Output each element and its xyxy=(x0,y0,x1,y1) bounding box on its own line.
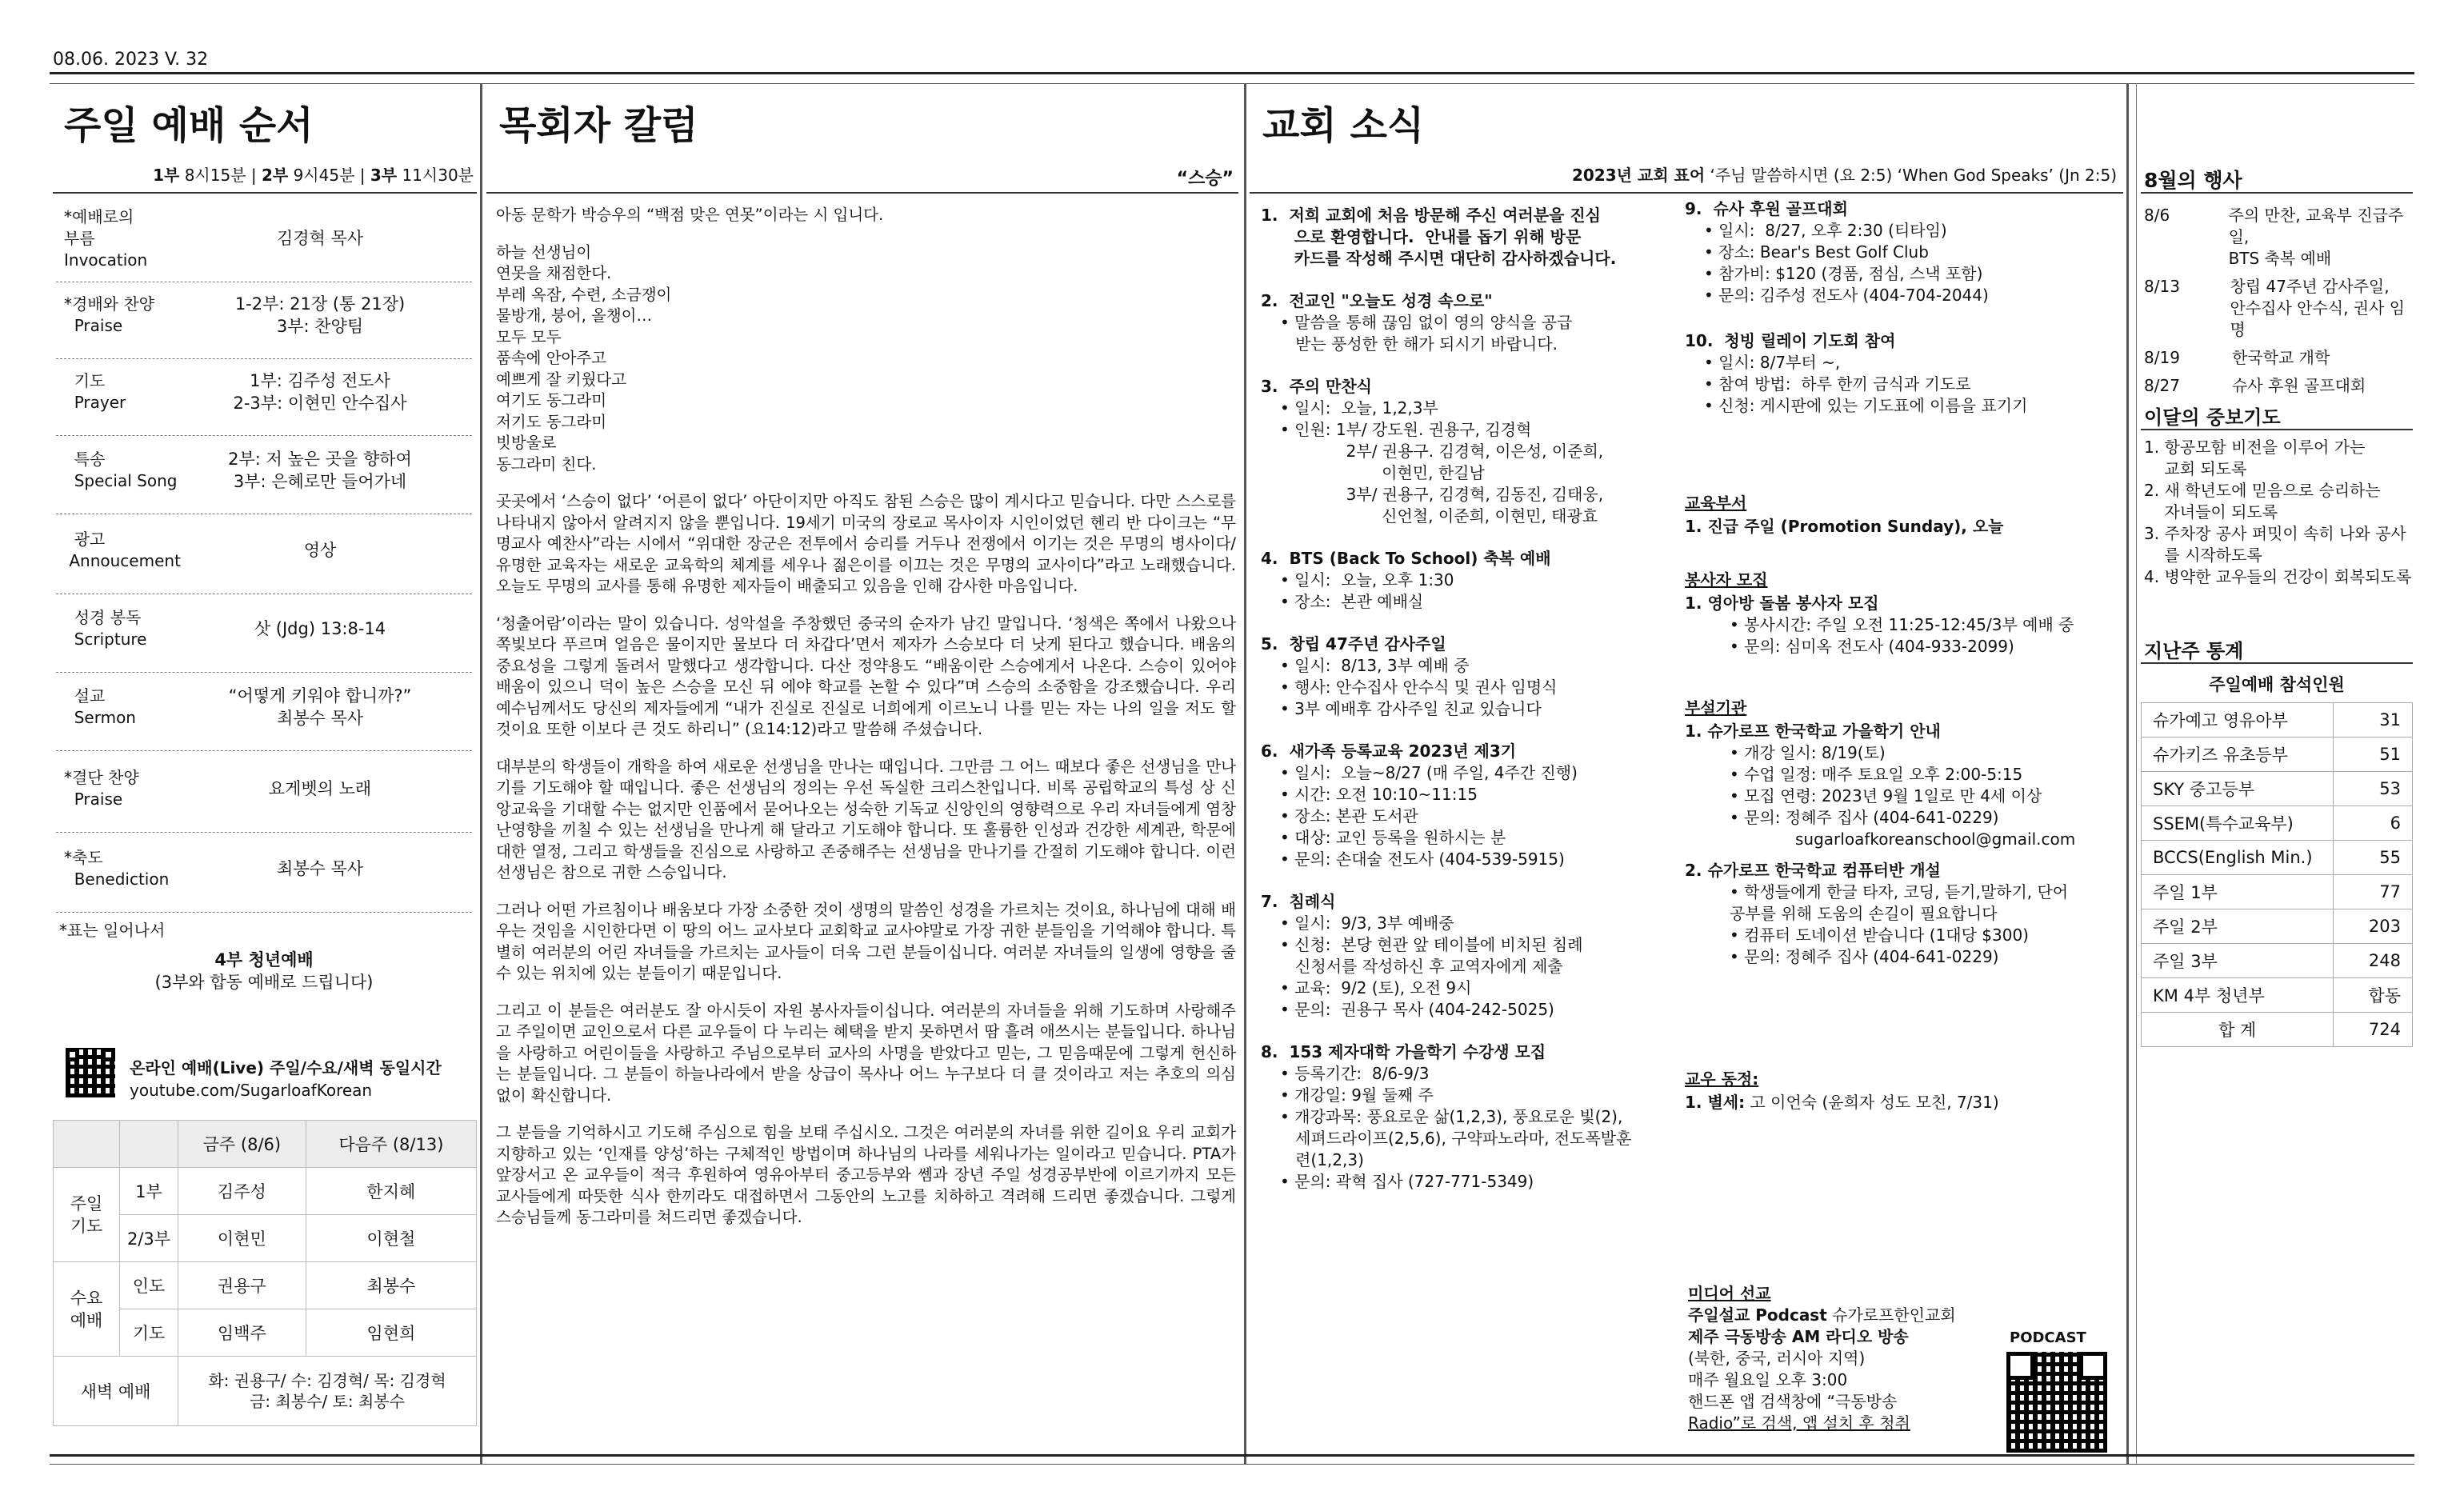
event-text: 창립 47주년 감사주일, 안수집사 안수식, 권사 임명 xyxy=(2230,277,2406,339)
affiliate-2-line: • 컴퓨터 도네이션 받습니다 (1대당 $300) xyxy=(1730,925,2029,945)
event-text: 한국학교 개학 xyxy=(2232,348,2330,367)
news-item-title: 8. 153 제자대학 가을학기 수강생 모집 xyxy=(1261,1042,1546,1061)
order-item-value: 1-2부: 21장 (통 21장) 3부: 찬양팀 xyxy=(234,294,406,336)
stats-label: 주일 1부 xyxy=(2142,875,2334,909)
news-item xyxy=(1261,1041,1677,1193)
order-item-value: 삿 (Jdg) 13:8-14 xyxy=(254,619,386,638)
youth-service-note: (3부와 합동 예배로 드립니다) xyxy=(154,973,374,992)
radio-app-1: 핸드폰 앱 검색창에 “극동방송 xyxy=(1688,1392,1898,1411)
news-item-line: • 장소: Bear's Best Golf Club xyxy=(1704,242,1929,262)
news-item-line: • 문의: 권용구 목사 (404-242-5025) xyxy=(1280,1000,1554,1019)
youtube-link[interactable]: youtube.com/SugarloafKorean xyxy=(130,1081,373,1100)
stats-total-row xyxy=(2142,1013,2413,1047)
volunteer-line: • 봉사시간: 주일 오전 11:25-12:45/3부 예배 중 xyxy=(1730,615,2074,634)
event-row xyxy=(2144,347,2416,369)
service-1-label: 1부 xyxy=(153,166,180,185)
online-worship-info: 온라인 예배(Live) 주일/수요/새벽 동일시간 xyxy=(130,1058,442,1077)
stats-row xyxy=(2142,978,2413,1013)
sunday-prayer-label: 주일 기도 xyxy=(54,1168,120,1262)
stats-value: 248 xyxy=(2334,944,2413,978)
order-item-label: *축도 Benediction xyxy=(64,848,170,889)
order-item-value: 김경혁 목사 xyxy=(276,229,364,248)
news-item-line: • 3부 예배후 감사주일 친교 있습니다 xyxy=(1280,699,1542,718)
events-rule xyxy=(2141,192,2413,194)
member-news-head: 교우 동정: xyxy=(1685,1069,1759,1089)
news-item xyxy=(1261,741,1677,870)
dawn-service-label: 새벽 예배 xyxy=(54,1357,178,1426)
news-item-line: • 일시: 8/13, 3부 예배 중 xyxy=(1280,656,1470,675)
news-item-title: 4. BTS (Back To School) 축복 예배 xyxy=(1261,549,1551,568)
stats-value: 55 xyxy=(2334,841,2413,875)
event-row xyxy=(2144,205,2416,270)
news-item-line: • 일시: 오늘, 1,2,3부 xyxy=(1280,398,1438,418)
news-item xyxy=(1261,376,1677,527)
news-item-line: • 일시: 9/3, 3부 예배중 xyxy=(1280,913,1454,933)
member-news-label: 1. 별세: xyxy=(1685,1093,1746,1112)
news-item-line: • 문의: 손대술 전도사 (404-539-5915) xyxy=(1280,849,1565,869)
duty-row-label: 기도 xyxy=(120,1309,178,1357)
event-row xyxy=(2144,375,2416,397)
attendance-table xyxy=(2141,702,2413,1047)
event-text: 주의 만찬, 교육부 진급주일, BTS 축복 예배 xyxy=(2228,206,2404,268)
duty-head-this-week: 금주 (8/6) xyxy=(178,1121,306,1168)
stats-label: 주일 2부 xyxy=(2142,909,2334,944)
affiliate-1-line: • 개강 일시: 8/19(토) xyxy=(1730,743,1886,762)
col-divider-1 xyxy=(480,83,482,1464)
stats-label: KM 4부 청년부 xyxy=(2142,978,2334,1013)
stats-label: 슈가예고 영유아부 xyxy=(2142,703,2334,738)
service-2-label: 2부 xyxy=(261,166,289,185)
stats-row xyxy=(2142,841,2413,875)
news-item-line: • 문의: 김주성 전도사 (404-704-2044) xyxy=(1704,286,1989,305)
news-item xyxy=(1685,198,2121,306)
podcast-label-small: PODCAST xyxy=(2010,1329,2086,1346)
date-volume: 08.06. 2023 V. 32 xyxy=(53,50,209,70)
volunteer-head: 봉사자 모집 xyxy=(1685,570,1768,590)
order-item xyxy=(56,835,472,913)
column-body xyxy=(496,205,1236,1245)
service-1-time: 8시15분 | xyxy=(179,166,262,185)
duty-cell: 임현희 xyxy=(306,1309,476,1357)
stats-total-label: 합 계 xyxy=(2142,1013,2334,1047)
duty-cell: 최봉수 xyxy=(306,1262,476,1309)
order-item-label: 설교 Sermon xyxy=(74,686,136,727)
prayer-rule xyxy=(2141,429,2413,430)
news-item-title: 5. 창립 47주년 감사주일 xyxy=(1261,634,1446,654)
affiliate-section xyxy=(1685,698,2121,968)
news-item-line: • 장소: 본관 예배실 xyxy=(1280,592,1424,611)
news-item-line: • 문의: 곽혁 집사 (727-771-5349) xyxy=(1280,1172,1534,1191)
column-paragraph: 아동 문학가 박승우의 “백점 맞은 연못”이라는 시 입니다. xyxy=(496,206,884,224)
news-item-title: 7. 침례식 xyxy=(1261,892,1336,911)
event-row xyxy=(2144,276,2416,341)
order-item xyxy=(56,595,472,673)
volunteer-section xyxy=(1685,570,2121,658)
duty-cell: 권용구 xyxy=(178,1262,306,1309)
news-item xyxy=(1261,548,1677,613)
column-paragraph: ‘청출어람’이라는 말이 있습니다. 성악설을 주창했던 중국의 순자가 남긴 말입니다. ‘청색은 쪽에서 나왔으나 쪽빛보다 푸르며 얼음은 물이지만 물보다 더 차갑다’면서 제자가 스승보다 더 낫게 된다고 했습니다. 배움의 중요성을 그렇게 돌려서 말했다고 생각합니다. 다산 정약용도 “배움이란 스승에게서 나온다. 스승이 있어야 배움이 있으니 덕이 높은 스승을 모신 뒤 에야 학교를 논할 수 있다”며 스승의 소중함을 강조했습니다. 우리 예수님께서도 당신의 제자들에게 “내가 진실로 진실로 너희에게 이르노니 나를 믿는 자는 나의 일을 저도 할 것이요 또한 이보다 큰 것도 하리니” (요14:12)라고 말씀해 주셨습니다. xyxy=(496,614,1236,738)
news-item-line: • 대상: 교인 등록을 원하시는 분 xyxy=(1280,828,1506,847)
prayer-item: 4. 병약한 교우들의 건강이 회복되도록 xyxy=(2144,567,2412,586)
duty-cell: 임백주 xyxy=(178,1309,306,1357)
col-divider-3 xyxy=(2126,83,2129,1464)
stats-label: 슈가키즈 유초등부 xyxy=(2142,738,2334,772)
affiliate-head: 부설기관 xyxy=(1685,698,1747,718)
stats-value: 6 xyxy=(2334,806,2413,841)
event-date: 8/13 xyxy=(2144,277,2180,296)
radio-region: (북한, 중국, 러시아 지역) xyxy=(1688,1349,1866,1368)
duty-cell: 이현민 xyxy=(178,1215,306,1262)
col-divider-2 xyxy=(1244,83,1246,1464)
podcast-label: 주일설교 Podcast xyxy=(1688,1305,1827,1325)
member-news-text: 고 이언숙 (윤희자 성도 모친, 7/31) xyxy=(1745,1093,1999,1112)
duty-cell: 김주성 xyxy=(178,1168,306,1215)
affiliate-2-title: 2. 슈가로프 한국학교 컴퓨터반 개설 xyxy=(1685,861,1941,880)
news-item-line: • 신청: 본당 현관 앞 테이블에 비치된 침례 신청서를 작성하신 후 교역자에게 제출 xyxy=(1280,935,1583,976)
prayer-title: 이달의 중보기도 xyxy=(2144,406,2281,429)
podcast-qr-code-icon[interactable] xyxy=(2006,1352,2107,1453)
event-text: 슈사 후원 골프대회 xyxy=(2232,376,2366,395)
news-item-line: • 신청: 게시판에 있는 기도표에 이름을 표기기 xyxy=(1704,396,2028,415)
news-item-title: 9. 슈사 후원 골프대회 xyxy=(1685,199,1848,218)
affiliate-2-line: • 문의: 정혜주 집사 (404-641-0229) xyxy=(1730,947,1999,966)
order-item-label: 기도 Prayer xyxy=(74,371,126,412)
affiliate-2-line: • 학생들에게 한글 타자, 코딩, 듣기,말하기, 단어 공부를 위해 도움의 손길이 필요합니다 xyxy=(1730,882,2069,923)
news-right-column xyxy=(1685,198,2121,436)
stats-value: 203 xyxy=(2334,909,2413,944)
order-item-label: *결단 찬양 Praise xyxy=(64,768,139,809)
stats-row xyxy=(2142,944,2413,978)
column-paragraph: 하늘 선생님이 연못을 채점한다. 부레 옥잠, 수련, 소금쟁이 물방개, 붕어, 올챙이… 모두 모두 품속에 안아주고 예쁘게 잘 키웠다고 여기도 동그라미 저기도 동그라미 빗방울로 동그라미 친다. xyxy=(496,242,672,474)
duty-row-label: 인도 xyxy=(120,1262,178,1309)
event-date: 8/19 xyxy=(2144,348,2180,367)
stats-title: 지난주 통계 xyxy=(2144,640,2244,662)
column-subtitle: “스승” xyxy=(1176,169,1234,189)
prayer-item: 1. 항공모함 비전을 이루어 가는 교회 되도록 xyxy=(2144,438,2366,478)
news-item-title: 6. 새가족 등록교육 2023년 제3기 xyxy=(1261,742,1517,761)
order-item xyxy=(56,282,472,359)
news-item-line: • 개강일: 9월 둘째 주 xyxy=(1280,1085,1434,1105)
duty-head-next-week: 다음주 (8/13) xyxy=(306,1121,476,1168)
stats-label: BCCS(English Min.) xyxy=(2142,841,2334,875)
pastor-column-rule xyxy=(486,192,1238,194)
stats-value: 53 xyxy=(2334,772,2413,806)
news-rule xyxy=(1250,192,2123,194)
radio-app-2: Radio”로 검색, 앱 설치 후 청취 xyxy=(1688,1413,1910,1433)
order-item-label: *경배와 찬양 Praise xyxy=(64,294,154,335)
order-item xyxy=(56,517,472,594)
service-3-time: 11시30분 xyxy=(397,166,474,185)
stats-row xyxy=(2142,703,2413,738)
order-item-value: 요게벳의 노래 xyxy=(268,779,372,798)
worship-order-title: 주일 예배 순서 xyxy=(64,103,314,148)
news-item-line: • 등록기간: 8/6-9/3 xyxy=(1280,1064,1430,1083)
volunteer-title: 1. 영아방 돌봄 봉사자 모집 xyxy=(1685,594,1879,613)
affiliate-1-title: 1. 슈가로프 한국학교 가을학기 안내 xyxy=(1685,722,1941,741)
radio-time: 매주 월요일 오후 3:00 xyxy=(1688,1370,1848,1389)
youth-service-title: 4부 청년예배 xyxy=(214,950,314,969)
affiliate-1-line: • 모집 연령: 2023년 9월 1일로 만 4세 이상 xyxy=(1730,786,2042,805)
news-item-line: • 장소: 본관 도서관 xyxy=(1280,806,1418,825)
stats-label: SKY 중고등부 xyxy=(2142,772,2334,806)
column-paragraph: 곳곳에서 ‘스승이 없다’ ‘어른이 없다’ 아단이지만 아직도 참된 스승은 많이 계시다고 믿습니다. 다만 스스로를 나타내지 않아서 알려지지 않을 뿐입니다. 19세기 미국의 장로교 목사이자 시인이었던 헨리 반 다이크는 “무명교사 예찬사”라는 시에서 “위대한 장군은 전투에서 승리를 거두나 전쟁에서 이기는 것은 무명의 병사이다/유명한 교육자는 새로운 교육학의 체계를 세우나 젊은이를 이끄는 것은 무명의 교사이다”라고 노래했습니다. 오늘도 무명의 교사를 통해 유명한 제자들이 배출되고 있음을 인해 감사한 마음입니다. xyxy=(496,492,1236,595)
prayer-list xyxy=(2144,437,2416,588)
stats-value: 31 xyxy=(2334,703,2413,738)
stats-value: 합동 xyxy=(2334,978,2413,1013)
affiliate-1-line: • 수업 일정: 매주 토요일 오후 2:00-5:15 xyxy=(1730,765,2023,784)
news-item xyxy=(1261,290,1677,355)
event-date: 8/6 xyxy=(2144,206,2170,225)
column-paragraph: 대부분의 학생들이 개학을 하여 새로운 선생님을 만나는 때입니다. 그만큼 그 어느 때보다 좋은 선생님을 만나기를 기도해야 할 때입니다. 좋은 선생님의 정의는 우선 독실한 크리스찬입니다. 비록 공립학교의 특성 상 신앙교육을 기대할 수는 없지만 인품에서 묻어나오는 성숙한 기독교 신앙인의 영향력으로 우리 자녀들에게 염창난영향을 끼칠 수 있는 선생님을 만나게 해 달라고 기도해야 합니다. 또 훌륭한 인성과 건강한 세계관, 학문에 대한 열정, 그리고 학생들을 진심으로 사랑하고 존중해주는 선생님을 만나기를 간절히 기도해야 합니다. 이런 선생님은 참으로 귀한 스승입니다. xyxy=(496,757,1236,881)
stand-note: *표는 일어나서 xyxy=(59,921,166,940)
motto-label: 2023년 교회 표어 xyxy=(1571,166,1706,185)
youtube-qr-code-icon[interactable] xyxy=(66,1048,115,1097)
service-3-label: 3부 xyxy=(370,166,398,185)
education-line: 1. 진급 주일 (Promotion Sunday), 오늘 xyxy=(1685,517,2004,536)
news-item xyxy=(1261,205,1677,270)
stats-row xyxy=(2142,738,2413,772)
news-item xyxy=(1261,634,1677,720)
worship-order-rule xyxy=(53,192,477,194)
order-item-value: 영상 xyxy=(303,541,337,560)
church-motto xyxy=(1253,165,2117,186)
stats-row xyxy=(2142,909,2413,944)
bottom-rule-thin xyxy=(50,1464,2414,1465)
column-paragraph: 그러나 어떤 가르침이나 배움보다 가장 소중한 것이 생명의 말씀인 성경을 가르치는 것이요, 하나님에 대해 배우는 것임을 시인한다면 이 땅의 어느 교사보다 교회학교 교사야말로 가장 귀한 분들임을 기억해야 합니다. 특별히 여러분의 어린 자녀들을 가르치는 교사들이 더욱 그런 분들이십니다. 여러분 자녀들의 일생에 영향을 줄 수 있는 위치에 있는 분들이기 때문입니다. xyxy=(496,900,1236,982)
pastor-column-title: 목회자 칼럼 xyxy=(499,103,698,148)
service-times xyxy=(56,165,474,186)
radio-label: 제주 극동방송 AM 라디오 방송 xyxy=(1688,1327,1909,1346)
stats-row xyxy=(2142,772,2413,806)
order-item xyxy=(56,205,472,282)
order-item xyxy=(56,358,472,436)
news-item-title: 2. 전교인 "오늘도 성경 속으로" xyxy=(1261,291,1493,310)
duty-table xyxy=(53,1120,477,1426)
education-dept xyxy=(1685,493,2121,538)
stats-value: 77 xyxy=(2334,875,2413,909)
news-item-line: • 말씀을 통해 끊임 없이 영의 양식을 공급 받는 풍성한 한 해가 되시기 바랍니다. xyxy=(1280,313,1573,354)
stats-label: SSEM(특수교육부) xyxy=(2142,806,2334,841)
event-date: 8/27 xyxy=(2144,376,2180,395)
news-left-column xyxy=(1261,205,1677,1212)
news-item-title: 1. 저희 교회에 처음 방문해 주신 여러분을 진심 으로 환영합니다. 안내를 돕기 위해 방문 카드를 작성해 주시면 대단히 감사하겠습니다. xyxy=(1261,206,1617,268)
stats-total-value: 724 xyxy=(2334,1013,2413,1047)
column-paragraph: 그 분들을 기억하시고 기도해 주심으로 힘을 보태 주십시오. 그것은 여러분의 자녀를 위한 길이요 우리 교회가 지향하고 있는 ‘인재를 양성’하는 구체적인 방법이며 하나님의 나라를 세워나가는 일이라고 믿습니다. PTA가 앞장서고 온 교우들이 적극 후원하여 영유아부터 중고등부와 쎔과 장년 주일 성경공부반에 이르기까지 모든 교사들에게 따뜻한 식사 한끼라도 대접하면서 그동안의 노고를 치하하고 격려해 드리면 좋겠습니다. 그렇게 스승님들께 동그라미를 쳐드리면 좋겠습니다. xyxy=(496,1123,1236,1226)
news-item-line: • 참여 방법: 하루 한끼 금식과 기도로 xyxy=(1704,374,1971,394)
order-item-label: 광고 Annoucement xyxy=(69,530,181,570)
affiliate-1-line: • 문의: 정혜주 집사 (404-641-0229) xyxy=(1730,808,1999,827)
news-item-title: 10. 청빙 릴레이 기도회 참여 xyxy=(1685,331,1896,350)
podcast-church: 슈가로프한인교회 xyxy=(1826,1305,1956,1325)
news-item-title: 3. 주의 만찬식 xyxy=(1261,377,1373,396)
education-head: 교육부서 xyxy=(1685,494,1747,513)
wednesday-service-label: 수요 예배 xyxy=(54,1262,120,1357)
order-item-value: “어떻게 키워야 합니까?” 최봉수 목사 xyxy=(228,686,412,728)
top-rule-thin xyxy=(50,83,2414,84)
media-head: 미디어 선교 xyxy=(1688,1284,1771,1303)
news-item-line: • 인원: 1부/ 강도원. 권용구, 김경혁 2부/ 권용구. 김경혁, 이은성, 이준희, 이현민, 한길남 3부/ 권용구, 김경혁, 김동진, 김태웅, 신언철, 이준희, 이현민, 태광효 xyxy=(1280,420,1604,526)
news-item-line: • 일시: 오늘, 오후 1:30 xyxy=(1280,570,1454,590)
order-item xyxy=(56,674,472,751)
dawn-service-value: 화: 권용구/ 수: 김경혁/ 목: 김경혁 금: 최봉수/ 토: 최봉수 xyxy=(178,1357,477,1426)
events-list xyxy=(2144,205,2416,403)
duty-head-empty-2 xyxy=(120,1121,178,1168)
stats-value: 51 xyxy=(2334,738,2413,772)
service-2-time: 9시45분 | xyxy=(288,166,370,185)
prayer-item: 2. 새 학년도에 믿음으로 승리하는 자녀들이 되도록 xyxy=(2144,481,2381,522)
duty-row-label: 1부 xyxy=(120,1168,178,1215)
news-item xyxy=(1261,891,1677,1021)
order-item-value: 2부: 저 높은 곳을 향하여 3부: 은혜로만 들어가네 xyxy=(228,450,412,491)
news-item-line: • 일시: 8/7부터 ~, xyxy=(1704,353,1841,372)
bottom-rule xyxy=(50,1454,2414,1457)
duty-cell: 한지혜 xyxy=(306,1168,476,1215)
order-item xyxy=(56,437,472,514)
stats-rule xyxy=(2141,662,2413,664)
volunteer-line: • 문의: 심미옥 전도사 (404-933-2099) xyxy=(1730,637,2014,656)
news-item-line: • 일시: 8/27, 오후 2:30 (티타임) xyxy=(1704,221,1947,240)
stats-row xyxy=(2142,806,2413,841)
media-mission-section xyxy=(1688,1283,2024,1434)
stats-label: 주일 3부 xyxy=(2142,944,2334,978)
order-item-value: 1부: 김주성 전도사 2-3부: 이현민 안수집사 xyxy=(233,371,407,413)
order-item xyxy=(56,755,472,833)
duty-cell: 이현철 xyxy=(306,1215,476,1262)
stats-subtitle: 주일예배 참석인원 xyxy=(2209,675,2345,694)
duty-head-empty-1 xyxy=(54,1121,120,1168)
order-item-label: 특송 Special Song xyxy=(74,450,178,490)
news-item-line: • 참가비: $120 (경품, 점심, 스낵 포함) xyxy=(1704,264,1983,283)
news-item-line: • 교육: 9/2 (토), 오전 9시 xyxy=(1280,978,1472,997)
motto-text: ‘주님 말씀하시면 (요 2:5) ‘When God Speaks’ (Jn 2:5) xyxy=(1705,166,2117,185)
school-email[interactable]: sugarloafkoreanschool@gmail.com xyxy=(1795,829,2076,849)
church-news-title: 교회 소식 xyxy=(1262,103,1425,148)
news-item-line: • 행사: 안수집사 안수식 및 권사 임명식 xyxy=(1280,678,1558,697)
top-rule xyxy=(50,72,2414,74)
order-item-label: *예배로의 부름 Invocation xyxy=(64,206,148,270)
order-item-label: 성경 봉독 Scripture xyxy=(74,608,147,649)
news-item-line: • 개강과목: 풍요로운 삶(1,2,3), 풍요로운 빛(2), 세펴드라이프(2,5,6), 구약파노라마, 전도폭발훈 련(1,2,3) xyxy=(1280,1107,1632,1169)
monthly-events-title: 8월의 행사 xyxy=(2144,169,2242,192)
member-news-section xyxy=(1685,1069,2121,1113)
news-item-line: • 시간: 오전 10:10~11:15 xyxy=(1280,785,1478,804)
stats-row xyxy=(2142,875,2413,909)
duty-row-label: 2/3부 xyxy=(120,1215,178,1262)
column-paragraph: 그리고 이 분들은 여러분도 잘 아시듯이 자원 봉사자들이십니다. 여러분의 자녀들을 위해 기도하며 사랑해주고 주일이면 교인으로서 다른 교우들이 다 누리는 혜택을 받지 못하면서 땀 흘려 애쓰시는 분들입니다. 하나님을 사랑하고 어린이들을 사랑하고 주님으로부터 교사의 사명을 받았다고 믿는, 그 믿음때문에 그렇게 헌신하는 분들입니다. 그 분들이 하늘나라에서 받을 상급이 목사나 어느 누구보다 더 클 것이라고 저는 추호의 의심없이 확신합니다. xyxy=(496,1001,1236,1105)
news-item xyxy=(1685,330,2121,417)
order-item-value: 최봉수 목사 xyxy=(276,859,364,878)
prayer-item: 3. 주차장 공사 퍼밋이 속히 나와 공사 를 시작하도록 xyxy=(2144,524,2406,565)
col-divider-3b xyxy=(2136,83,2137,1464)
news-item-line: • 일시: 오늘~8/27 (매 주일, 4주간 진행) xyxy=(1280,763,1578,782)
